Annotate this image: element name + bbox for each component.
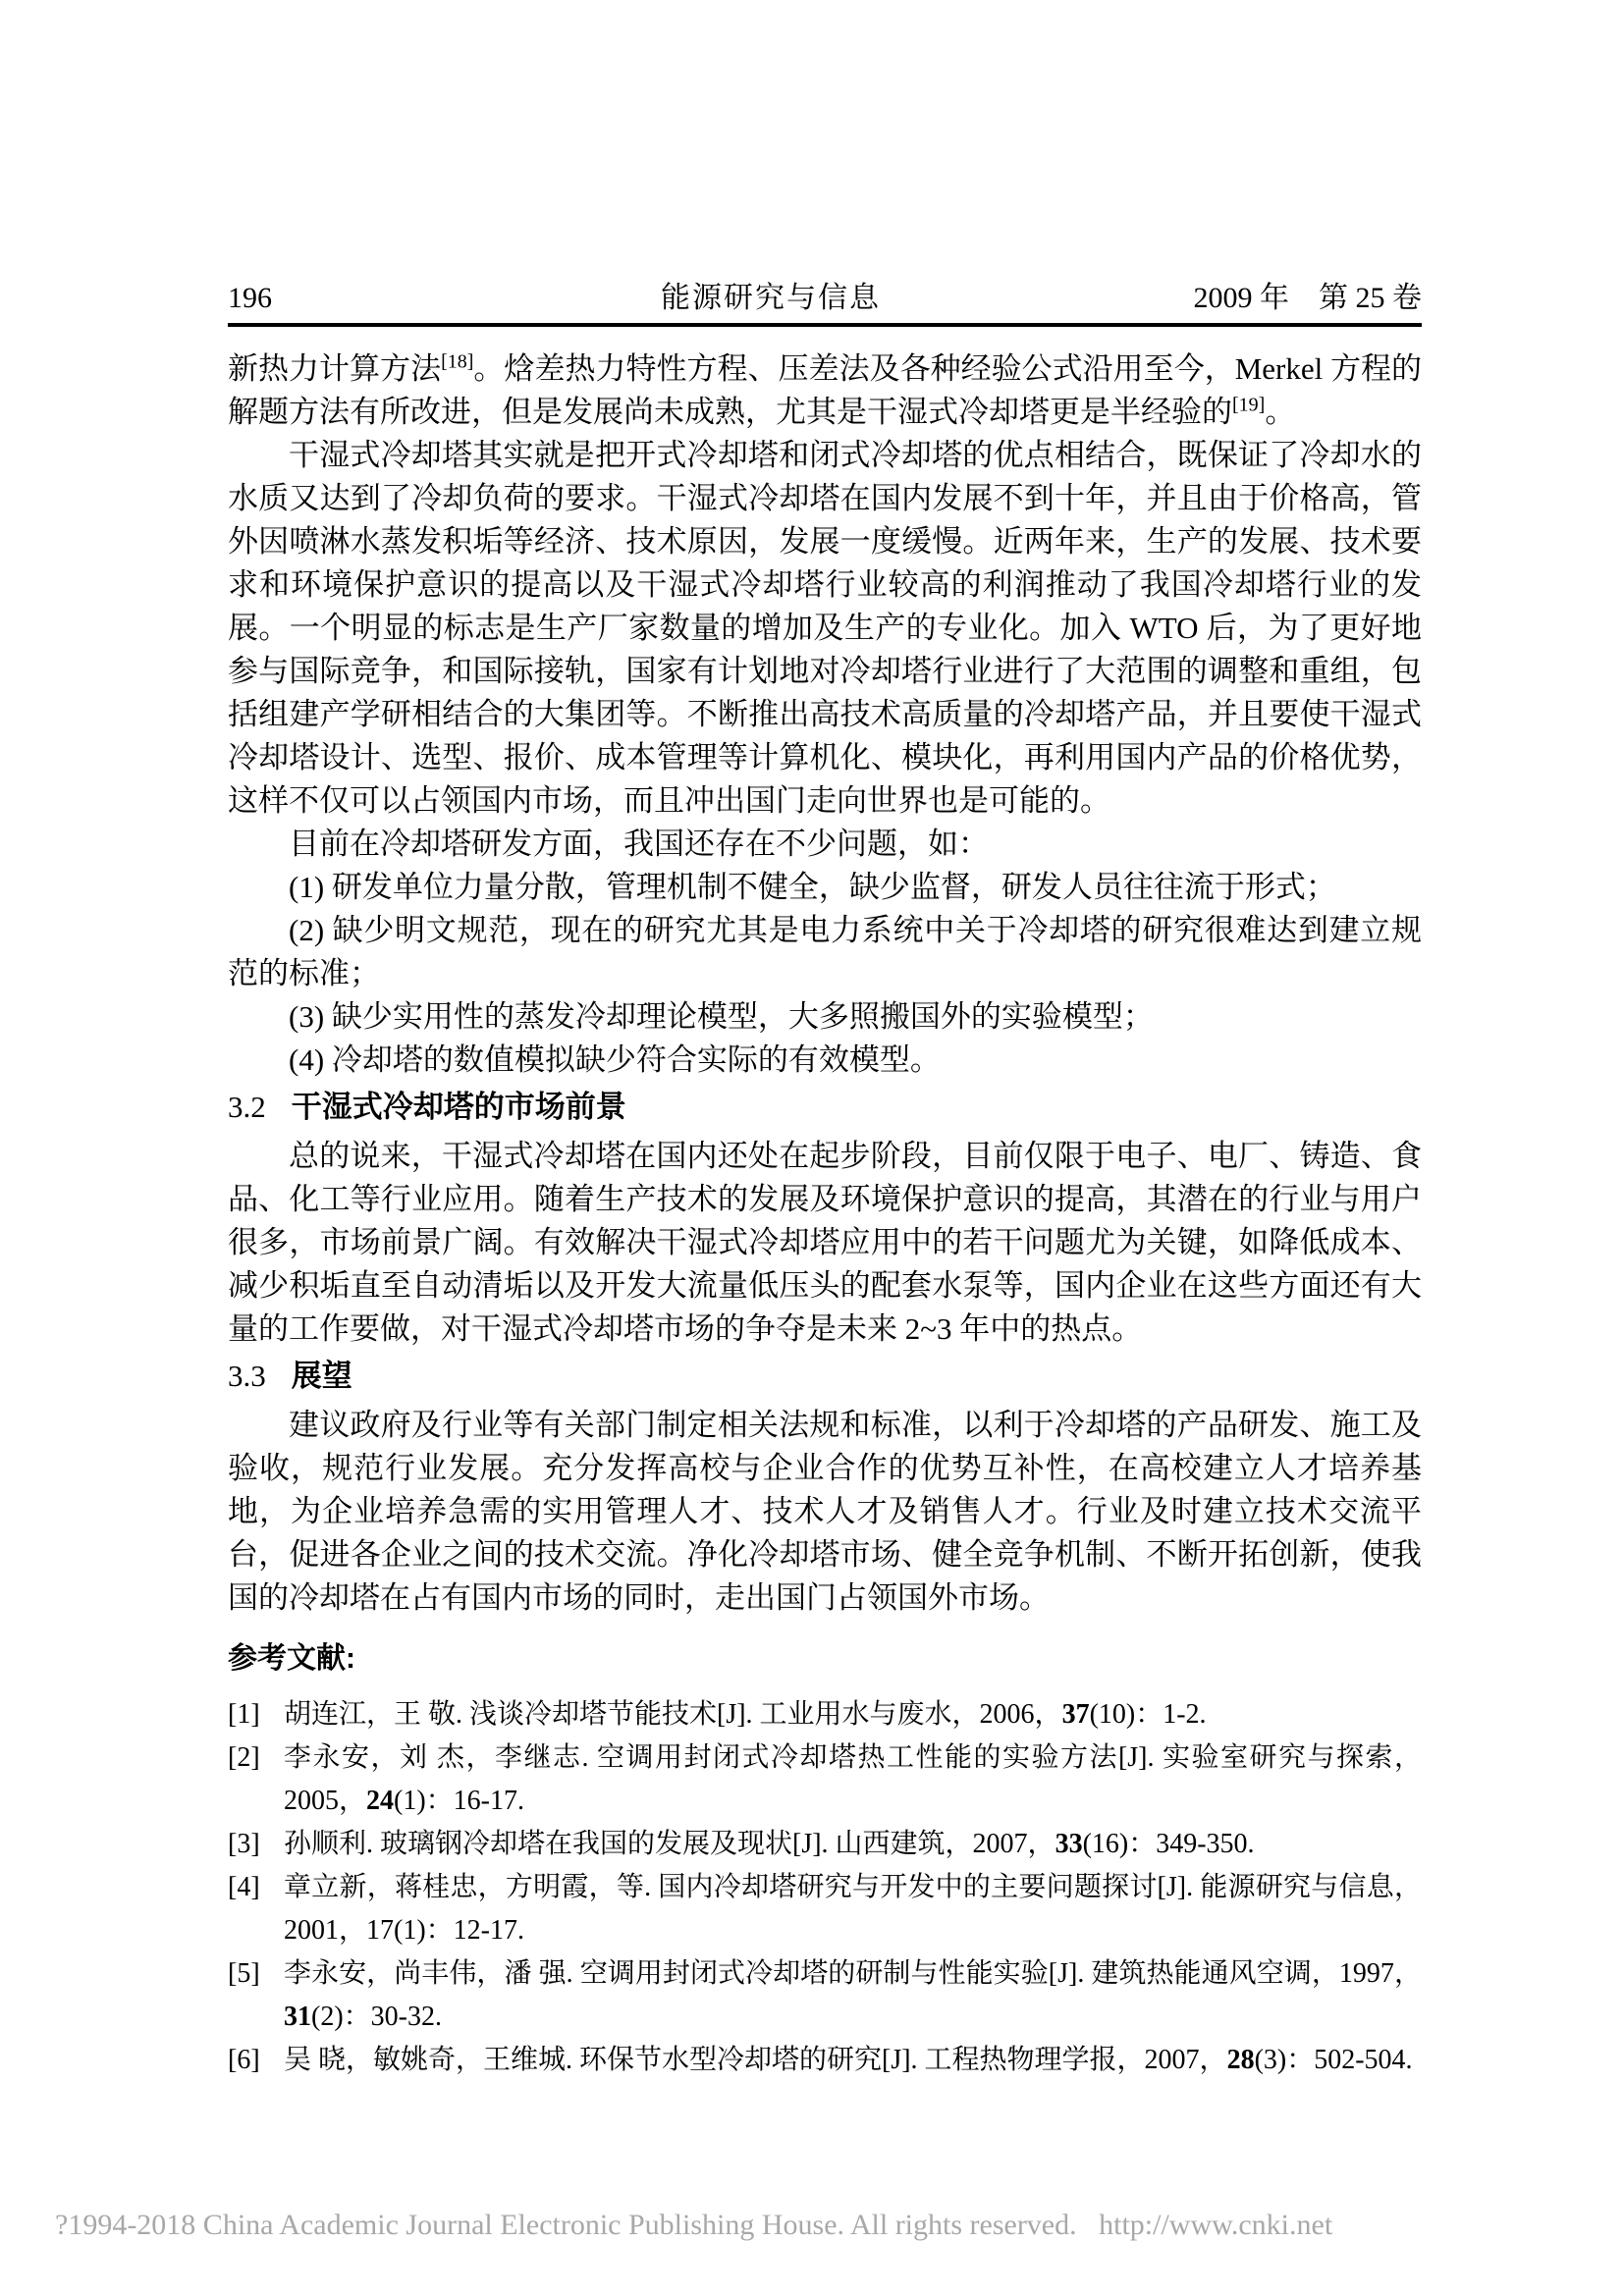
- reference-2-text: 李永安，刘 杰，李继志. 空调用封闭式冷却塔热工性能的实验方法[J]. 实验室研究与探索，2005，: [284, 1742, 1422, 1816]
- reference-6-pages: (3)：502-504.: [1254, 2045, 1413, 2075]
- reference-5-pages: (2)：30-32.: [311, 2002, 442, 2032]
- reference-4-number: [4]: [228, 1872, 260, 1902]
- section-heading-3-3: [228, 1355, 1422, 1398]
- reference-1: [228, 1693, 1422, 1736]
- issue-info: 2009 年 第 25 卷: [1193, 282, 1422, 314]
- reference-6-volume: 28: [1226, 2045, 1255, 2075]
- reference-3-number: [3]: [228, 1829, 260, 1859]
- paragraph-3: 目前在冷却塔研发方面，我国还存在不少问题，如：: [289, 827, 989, 861]
- article-body: [228, 347, 1422, 2082]
- section-title-3-2: 干湿式冷却塔的市场前景: [291, 1090, 626, 1124]
- reference-1-text: 胡连江，王 敬. 浅谈冷却塔节能技术[J]. 工业用水与废水，2006，: [284, 1699, 1062, 1730]
- section-number-3-3: 3.3: [228, 1359, 266, 1393]
- paragraph-1: [228, 347, 1422, 434]
- reference-4-text: 章立新，蒋桂忠，方明霞，等. 国内冷却塔研究与开发中的主要问题探讨[J]. 能源研究与信息，2001，17(1)：12-17.: [284, 1872, 1422, 1946]
- reference-6-number: [6]: [228, 2045, 260, 2075]
- reference-3: [228, 1823, 1422, 1866]
- copyright-watermark: ?1994-2018 China Academic Journal Electronic Publishing House. All rights reserved. http://www.cnki.net: [55, 2209, 1333, 2241]
- reference-6: [228, 2039, 1422, 2082]
- reference-3-text: 孙顺利. 玻璃钢冷却塔在我国的发展及现状[J]. 山西建筑，2007，: [284, 1829, 1055, 1859]
- reference-1-number: [1]: [228, 1699, 260, 1730]
- paragraph-2: 干湿式冷却塔其实就是把开式冷却塔和闭式冷却塔的优点相结合，既保证了冷却水的水质又达到了冷却负荷的要求。干湿式冷却塔在国内发展不到十年，并且由于价格高，管外因喷淋水蒸发积垢等经济、技术原因，发展一度缓慢。近两年来，生产的发展、技术要求和环境保护意识的提高以及干湿式冷却塔行业较高的利润推动了我国冷却塔行业的发展。一个明显的标志是生产厂家数量的增加及生产的专业化。加入 WTO 后，为了更好地参与国际竞争，和国际接轨，国家有计划地对冷却塔行业进行了大范围的调整和重组，包括组建产学研相结合的大集团等。不断推出高技术高质量的冷却塔产品，并且要使干湿式冷却塔设计、选型、报价、成本管理等计算机化、模块化，再利用国内产品的价格优势，这样不仅可以占领国内市场，而且冲出国门走向世界也是可能的。: [228, 438, 1422, 818]
- reference-5-number: [5]: [228, 1958, 260, 1989]
- paragraph-1-text-a: 新热力计算方法: [228, 351, 442, 386]
- section-title-3-3: 展望: [291, 1359, 352, 1393]
- reference-list: [228, 1693, 1422, 2082]
- reference-4: [228, 1866, 1422, 1952]
- reference-5-volume: 31: [284, 2002, 311, 2032]
- citation-sup-18: [18]: [441, 350, 474, 373]
- reference-1-volume: 37: [1061, 1699, 1090, 1730]
- list-item-3: (3) 缺少实用性的蒸发冷却理论模型，大多照搬国外的实验模型；: [289, 999, 1154, 1034]
- paragraph-1-text-c: 。: [1265, 395, 1296, 429]
- reference-3-volume: 33: [1055, 1829, 1083, 1859]
- reference-5-text: 李永安，尚丰伟，潘 强. 空调用封闭式冷却塔的研制与性能实验[J]. 建筑热能通风空调，1997，: [284, 1958, 1422, 1989]
- journal-title: 能源研究与信息: [661, 282, 881, 314]
- reference-2-pages: (1)：16-17.: [394, 1786, 524, 1816]
- page-header: [228, 273, 1422, 327]
- paragraph-4: 总的说来，干湿式冷却塔在国内还处在起步阶段，目前仅限于电子、电厂、铸造、食品、化工等行业应用。随着生产技术的发展及环境保护意识的提高，其潜在的行业与用户很多，市场前景广阔。有效解决干湿式冷却塔应用中的若干问题尤为关键，如降低成本、减少积垢直至自动清垢以及开发大流量低压头的配套水泵等，国内企业在这些方面还有大量的工作要做，对干湿式冷却塔市场的争夺是未来 2~3 年中的热点。: [228, 1139, 1422, 1346]
- reference-2: [228, 1736, 1422, 1823]
- reference-3-pages: (16)：349-350.: [1082, 1829, 1255, 1859]
- reference-1-pages: (10)：1-2.: [1089, 1699, 1207, 1730]
- reference-2-number: [2]: [228, 1742, 260, 1773]
- page-number: 196: [228, 282, 272, 314]
- section-number-3-2: 3.2: [228, 1090, 266, 1124]
- list-item-1: (1) 研发单位力量分散，管理机制不健全，缺少监督，研发人员往往流于形式；: [289, 870, 1336, 904]
- references-heading: 参考文献:: [228, 1642, 355, 1675]
- paragraph-1-text-b: 。焓差热力特性方程、压差法及各种经验公式沿用至今，Merkel 方程的解题方法有所改进，但是发展尚未成熟，尤其是干湿式冷却塔更是半经验的: [228, 351, 1423, 429]
- citation-sup-19: [19]: [1232, 394, 1266, 416]
- reference-2-volume: 24: [366, 1786, 395, 1816]
- section-heading-3-2: [228, 1086, 1422, 1129]
- list-item-2: (2) 缺少明文规范，现在的研究尤其是电力系统中关于冷却塔的研究很难达到建立规范的标准；: [228, 913, 1422, 990]
- paragraph-5: 建议政府及行业等有关部门制定相关法规和标准，以利于冷却塔的产品研发、施工及验收，规范行业发展。充分发挥高校与企业合作的优势互补性，在高校建立人才培养基地，为企业培养急需的实用管理人才、技术人才及销售人才。行业及时建立技术交流平台，促进各企业之间的技术交流。净化冷却塔市场、健全竞争机制、不断开拓创新，使我国的冷却塔在占有国内市场的同时，走出国门占领国外市场。: [228, 1408, 1422, 1615]
- reference-5: [228, 1952, 1422, 2039]
- list-item-4: (4) 冷却塔的数值模拟缺少符合实际的有效模型。: [289, 1042, 941, 1077]
- reference-6-text: 吴 晓，敏姚奇，王维城. 环保节水型冷却塔的研究[J]. 工程热物理学报，2007，: [284, 2045, 1227, 2075]
